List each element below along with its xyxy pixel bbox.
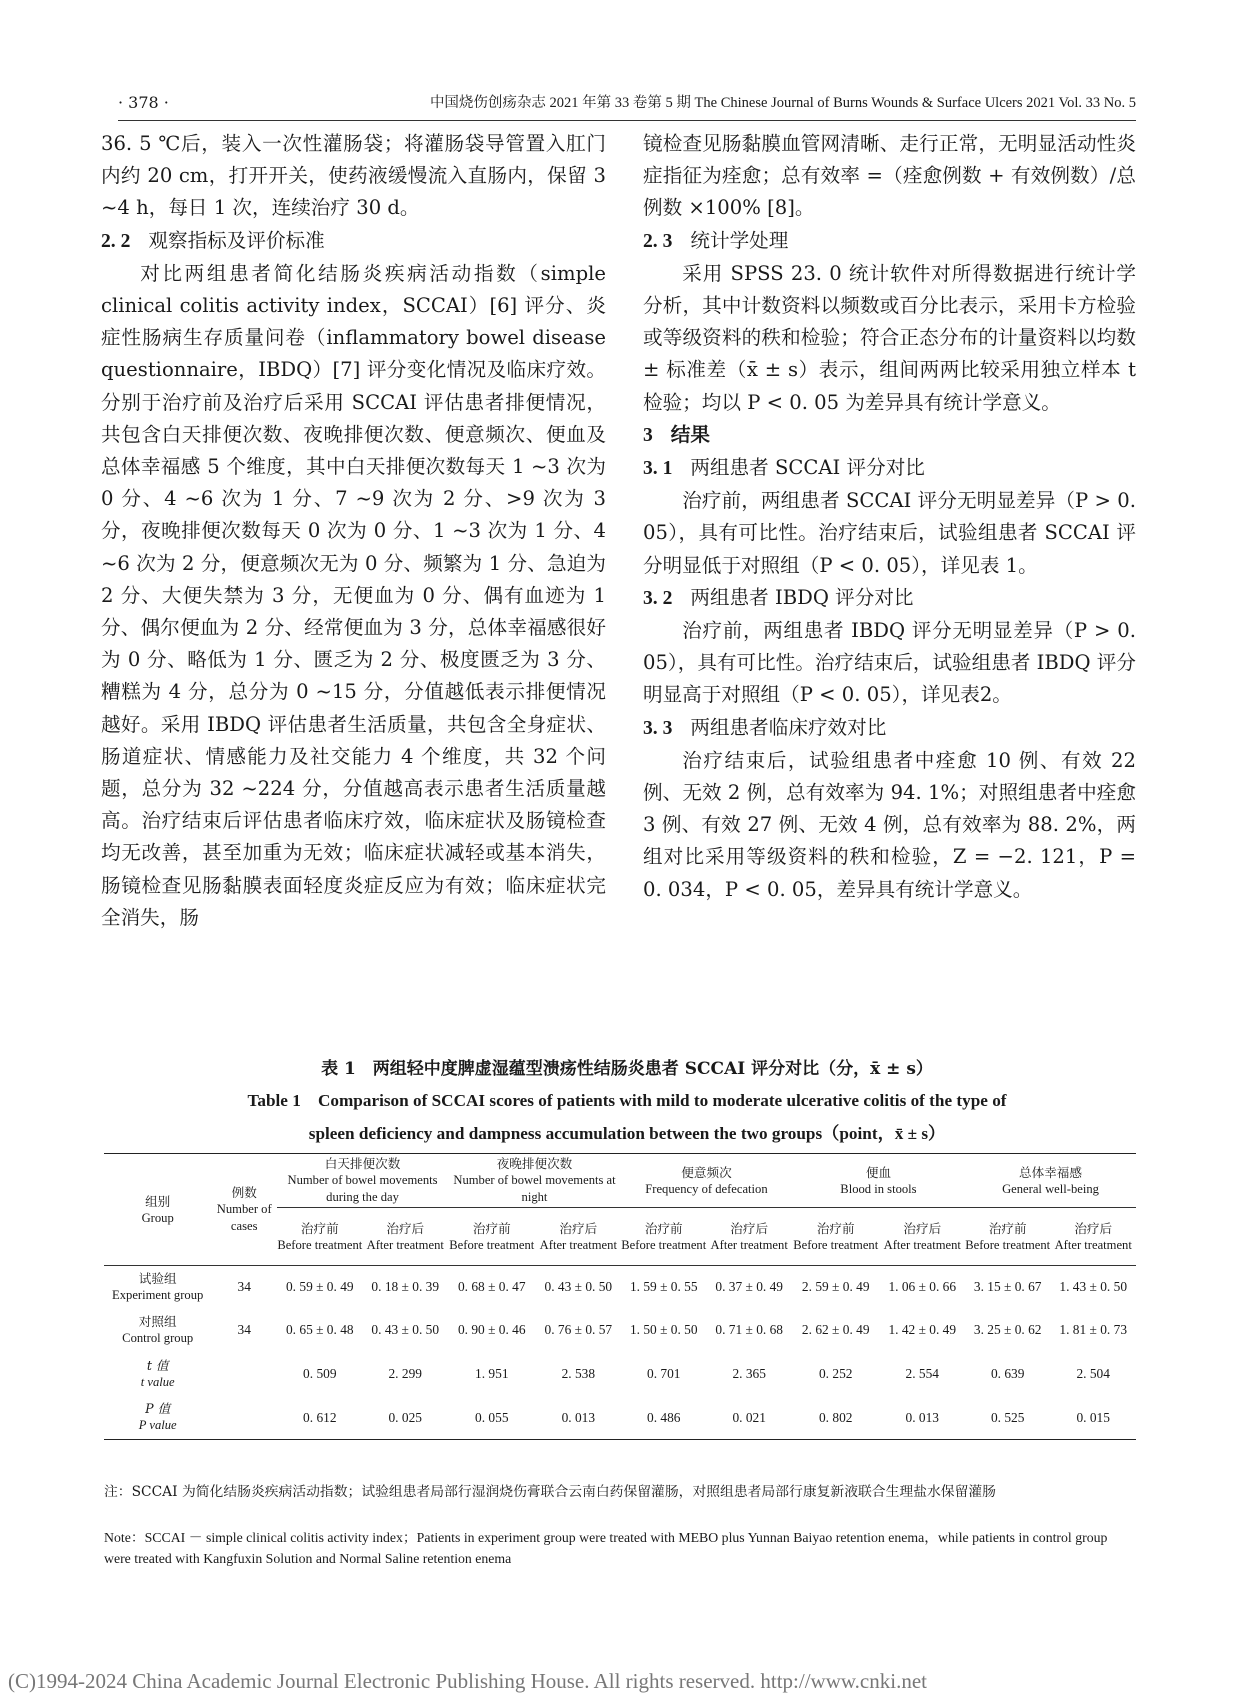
header-before bbox=[448, 1208, 536, 1266]
paragraph: 36. 5 ℃后，装入一次性灌肠袋；将灌肠袋导管置入肛门内约 20 cm，打开开关，使药液缓慢流入直肠内，保留 3 ~4 h，每日 1 次，连续治疗 30 d。 bbox=[101, 132, 606, 220]
cell-n bbox=[211, 1396, 277, 1440]
header-after bbox=[1050, 1208, 1136, 1266]
after-en: After treatment bbox=[710, 1237, 788, 1252]
header-before bbox=[621, 1208, 706, 1266]
header-group-zh: 组别 bbox=[145, 1193, 171, 1209]
header-cases-zh: 例数 bbox=[231, 1185, 257, 1200]
section-heading-3-2 bbox=[643, 582, 1136, 615]
dimension-zh: 便血 bbox=[865, 1164, 892, 1180]
row-label bbox=[104, 1308, 211, 1352]
dimension-en: Number of bowel movements during the day bbox=[287, 1173, 438, 1204]
dimension-en: Frequency of defecation bbox=[645, 1181, 768, 1196]
table-note-zh: 注：SCCAI 为简化结肠炎疾病活动指数；试验组患者局部行湿润烧伤膏联合云南白药保留灌肠，对照组患者局部行康复新液联合生理盐水保留灌肠 bbox=[104, 1484, 996, 1500]
dimension-en: Blood in stools bbox=[840, 1181, 917, 1196]
section-heading-3-3 bbox=[643, 712, 1136, 745]
table-cell: 0. 68 ± 0. 47 bbox=[457, 1279, 526, 1295]
row-label-en: Experiment group bbox=[112, 1287, 204, 1302]
dimension-zh: 夜晚排便次数 bbox=[496, 1156, 573, 1171]
table-cell: 0. 639 bbox=[990, 1366, 1025, 1381]
header-dimension bbox=[965, 1154, 1136, 1208]
section-number: 3. 2 bbox=[643, 587, 673, 609]
table-cell: 3. 25 ± 0. 62 bbox=[973, 1322, 1042, 1337]
header-rule bbox=[118, 120, 1136, 121]
table-cell: 0. 025 bbox=[363, 1396, 448, 1440]
table-cell: 2. 365 bbox=[732, 1366, 766, 1381]
section-title: 两组患者 IBDQ 评分对比 bbox=[690, 585, 914, 609]
header-cases-en: Number of cases bbox=[216, 1202, 272, 1233]
table-cell: 2. 504 bbox=[1076, 1366, 1110, 1381]
section-heading-2-3 bbox=[643, 225, 1136, 258]
dimension-zh: 白天排便次数 bbox=[324, 1156, 401, 1171]
after-zh: 治疗后 bbox=[1074, 1220, 1113, 1236]
row-label bbox=[104, 1352, 211, 1396]
after-en: After treatment bbox=[1054, 1237, 1132, 1252]
table-cell: 0. 013 bbox=[880, 1396, 965, 1440]
table-cell: 0. 013 bbox=[536, 1396, 621, 1440]
section-title: 两组患者临床疗效对比 bbox=[690, 715, 887, 739]
cell-n bbox=[211, 1352, 277, 1396]
header-dimension bbox=[621, 1154, 792, 1208]
row-label-zh: P 值 bbox=[145, 1401, 171, 1417]
row-label bbox=[104, 1266, 211, 1308]
table-cell: 1. 59 ± 0. 55 bbox=[629, 1279, 698, 1295]
header-cases bbox=[211, 1154, 277, 1266]
table-cell: 0. 486 bbox=[621, 1396, 706, 1440]
header-before bbox=[277, 1208, 362, 1266]
table-cell: 0. 59 ± 0. 49 bbox=[285, 1279, 354, 1295]
table-cell: 0. 65 ± 0. 48 bbox=[285, 1322, 354, 1337]
right-column bbox=[643, 128, 1136, 906]
row-label-en: Control group bbox=[122, 1330, 194, 1345]
row-label-zh: 试验组 bbox=[138, 1270, 177, 1286]
before-zh: 治疗前 bbox=[988, 1220, 1027, 1236]
table-cell: 0. 90 ± 0. 46 bbox=[457, 1322, 526, 1337]
header-before bbox=[792, 1208, 880, 1266]
table-cell: 0. 015 bbox=[1050, 1396, 1136, 1440]
table-cell: 0. 76 ± 0. 57 bbox=[544, 1322, 613, 1337]
section-heading-3-1 bbox=[643, 452, 1136, 485]
before-zh: 治疗前 bbox=[816, 1220, 855, 1236]
header-group-en: Group bbox=[141, 1210, 174, 1225]
dimension-en: General well-being bbox=[1002, 1181, 1099, 1196]
results-table bbox=[104, 1153, 1136, 1440]
before-en: Before treatment bbox=[965, 1237, 1051, 1252]
table-cell: 0. 43 ± 0. 50 bbox=[371, 1322, 440, 1337]
table-cell: 1. 06 ± 0. 66 bbox=[888, 1279, 957, 1295]
row-label-en: t value bbox=[140, 1374, 175, 1389]
table-cell: 0. 802 bbox=[792, 1396, 880, 1440]
table-cell: 0. 37 ± 0. 49 bbox=[715, 1279, 783, 1295]
table-cell: 0. 43 ± 0. 50 bbox=[544, 1279, 613, 1295]
section-number: 3. 1 bbox=[643, 458, 673, 480]
paragraph: 治疗结束后，试验组患者中痊愈 10 例、有效 22 例、无效 2 例，总有效率为 94. 1%；对照组患者中痊愈 3 例、有效 27 例、无效 4 例，总有效率为 88. 2%，两组对比采用等级资料的秩和检验，Z = −2. 121，P = 0. 034，P < 0. 05，差异具有统计学意义。 bbox=[643, 748, 1136, 901]
table-cell: 1. 42 ± 0. 49 bbox=[888, 1322, 957, 1337]
header-dimension bbox=[792, 1154, 965, 1208]
after-zh: 治疗后 bbox=[386, 1220, 425, 1236]
header-after bbox=[706, 1208, 791, 1266]
table-cell: 0. 71 ± 0. 68 bbox=[715, 1322, 783, 1337]
table-cell: 0. 509 bbox=[303, 1366, 337, 1381]
cell-n: 34 bbox=[237, 1279, 251, 1295]
section-number: 3. 3 bbox=[643, 717, 673, 739]
running-header bbox=[118, 88, 1136, 118]
header-group bbox=[104, 1154, 211, 1266]
table-cell: 1. 43 ± 0. 50 bbox=[1059, 1279, 1128, 1295]
header-before bbox=[965, 1208, 1050, 1266]
table-cell: 1. 50 ± 0. 50 bbox=[629, 1322, 698, 1337]
table-caption-zh: 表 1 两组轻中度脾虚湿蕴型溃疡性结肠炎患者 SCCAI 评分对比（分，x̄ ± s） bbox=[321, 1059, 933, 1079]
before-en: Before treatment bbox=[793, 1237, 879, 1252]
table-row bbox=[104, 1266, 1136, 1308]
table-cell: 0. 525 bbox=[965, 1396, 1050, 1440]
copyright-footer: (C)1994-2024 China Academic Journal Electronic Publishing House. All rights reserved. http://www.cnki.net bbox=[8, 1669, 927, 1693]
row-label-en: P value bbox=[138, 1418, 177, 1433]
table-cell: 0. 18 ± 0. 39 bbox=[371, 1279, 440, 1295]
header-after bbox=[536, 1208, 621, 1266]
paragraph: 治疗前，两组患者 SCCAI 评分无明显差异（P > 0. 05），具有可比性。治疗结束后，试验组患者 SCCAI 评分明显低于对照组（P < 0. 05），详见表 1。 bbox=[643, 489, 1136, 577]
table-cell: 2. 59 ± 0. 49 bbox=[801, 1279, 870, 1295]
before-en: Before treatment bbox=[621, 1237, 707, 1252]
row-label-zh: 对照组 bbox=[138, 1313, 177, 1329]
page-number: · 378 · bbox=[118, 93, 169, 112]
header-dimension bbox=[448, 1154, 621, 1208]
table-row bbox=[104, 1352, 1136, 1396]
left-column bbox=[101, 128, 606, 934]
table-cell: 2. 299 bbox=[388, 1366, 422, 1381]
table-caption-en-cont: spleen deficiency and dampness accumulation between the two groups（point，x̄ ± s） bbox=[308, 1124, 946, 1143]
table-cell: 1. 81 ± 0. 73 bbox=[1059, 1322, 1128, 1337]
dimension-en: Number of bowel movements at night bbox=[453, 1173, 616, 1204]
table-cell: 3. 15 ± 0. 67 bbox=[973, 1279, 1042, 1295]
section-title: 统计学处理 bbox=[690, 228, 789, 252]
header-after bbox=[880, 1208, 965, 1266]
table-row bbox=[104, 1396, 1136, 1440]
after-en: After treatment bbox=[883, 1237, 961, 1252]
section-title: 观察指标及评价标准 bbox=[148, 228, 325, 252]
table-cell: 0. 252 bbox=[818, 1366, 853, 1381]
table-cell: 0. 612 bbox=[277, 1396, 362, 1440]
after-en: After treatment bbox=[366, 1237, 444, 1252]
section-number: 3 bbox=[643, 424, 653, 446]
section-heading-3 bbox=[643, 419, 1136, 452]
table-cell: 0. 701 bbox=[647, 1366, 681, 1381]
dimension-zh: 便意频次 bbox=[681, 1164, 732, 1180]
journal-title: 中国烧伤创疡杂志 2021 年第 33 卷第 5 期 The Chinese Journal of Burns Wounds & Surface Ulcers 2021 Vol. 33 No. 5 bbox=[429, 95, 1136, 111]
section-number: 2. 2 bbox=[101, 230, 131, 252]
row-label-zh: t 值 bbox=[146, 1357, 169, 1373]
paragraph: 镜检查见肠黏膜血管网清晰、走行正常，无明显活动性炎症指征为痊愈；总有效率 =（痊愈例数 + 有效例数）/总例数 ×100% [8]。 bbox=[643, 132, 1136, 220]
section-title: 两组患者 SCCAI 评分对比 bbox=[690, 456, 925, 480]
table-caption-en: Table 1 Comparison of SCCAI scores of patients with mild to moderate ulcerative colitis of the type of bbox=[247, 1091, 1007, 1110]
paragraph: 治疗前，两组患者 IBDQ 评分无明显差异（P > 0. 05），具有可比性。治疗结束后，试验组患者 IBDQ 评分明显高于对照组（P < 0. 05），详见表2。 bbox=[643, 619, 1136, 707]
table-cell: 0. 021 bbox=[706, 1396, 791, 1440]
after-zh: 治疗后 bbox=[730, 1220, 769, 1236]
before-zh: 治疗前 bbox=[472, 1220, 511, 1236]
before-zh: 治疗前 bbox=[300, 1220, 339, 1236]
dimension-zh: 总体幸福感 bbox=[1019, 1164, 1082, 1180]
paragraph: 对比两组患者简化结肠炎疾病活动指数（simple clinical colitis activity index，SCCAI）[6] 评分、炎症性肠病生存质量问卷（inflammatory bowel disease questionnaire，IBDQ）[7] 评分变化情况及临床疗效。分别于治疗前及治疗后采用 SCCAI 评估患者排便情况，共包含白天排便次数、夜晚排便次数、便意频次、便血及总体幸福感 5 个维度，其中白天排便次数每天 1 ~3 次为 0 分、4 ~6 次为 1 分、7 ~9 次为 2 分、>9 次为 3 分，夜晚排便次数每天 0 次为 0 分、1 ~3 次为 1 分、4 ~6 次为 2 分，便意频次无为 0 分、频繁为 1 分、急迫为 2 分、大便失禁为 3 分，无便血为 0 分、偶有血迹为 1 分、偶尔便血为 2 分、经常便血为 3 分，总体幸福感很好为 0 分、略低为 1 分、匮乏为 2 分、极度匮乏为 3 分、糟糕为 4 分，总分为 0 ~15 分，分值越低表示排便情况越好。采用 IBDQ 评估患者生活质量，共包含全身症状、肠道症状、情感能力及社交能力 4 个维度，共 32 个问题，总分为 32 ~224 分，分值越高表示患者生活质量越高。治疗结束后评估患者临床疗效，临床症状及肠镜检查均无改善，甚至加重为无效；临床症状减轻或基本消失，肠镜检查见肠黏膜表面轻度炎症反应为有效；临床症状完全消失，肠 bbox=[101, 261, 606, 929]
table-cell: 2. 62 ± 0. 49 bbox=[801, 1322, 870, 1337]
after-zh: 治疗后 bbox=[903, 1220, 942, 1236]
table-note-en: Note：SCCAI － simple clinical colitis activity index；Patients in experiment group were treated with MEBO plus Yunnan Baiyao retention enema，while patients in control group were treated with Kangfuxin Solution and Normal Saline retention enema bbox=[104, 1530, 1108, 1566]
before-en: Before treatment bbox=[277, 1237, 363, 1252]
before-en: Before treatment bbox=[449, 1237, 535, 1252]
section-number: 2. 3 bbox=[643, 230, 673, 252]
table-row bbox=[104, 1308, 1136, 1352]
section-heading-2-2 bbox=[101, 225, 606, 258]
row-label bbox=[104, 1396, 211, 1440]
paragraph: 采用 SPSS 23. 0 统计软件对所得数据进行统计学分析，其中计数资料以频数或百分比表示，采用卡方检验或等级资料的秩和检验；符合正态分布的计量资料以均数 ± 标准差（x̄ ± s）表示，组间两两比较采用独立样本 t 检验；均以 P < 0. 05 为差异具有统计学意义。 bbox=[643, 261, 1136, 414]
after-en: After treatment bbox=[539, 1237, 617, 1252]
header-dimension bbox=[277, 1154, 448, 1208]
table-cell: 2. 554 bbox=[905, 1366, 939, 1381]
table-cell: 1. 951 bbox=[475, 1366, 509, 1381]
table-cell: 0. 055 bbox=[448, 1396, 536, 1440]
section-title: 结果 bbox=[670, 422, 710, 446]
after-zh: 治疗后 bbox=[559, 1220, 598, 1236]
table-cell: 2. 538 bbox=[561, 1366, 596, 1381]
before-zh: 治疗前 bbox=[644, 1220, 683, 1236]
cell-n: 34 bbox=[237, 1322, 251, 1337]
header-after bbox=[363, 1208, 448, 1266]
